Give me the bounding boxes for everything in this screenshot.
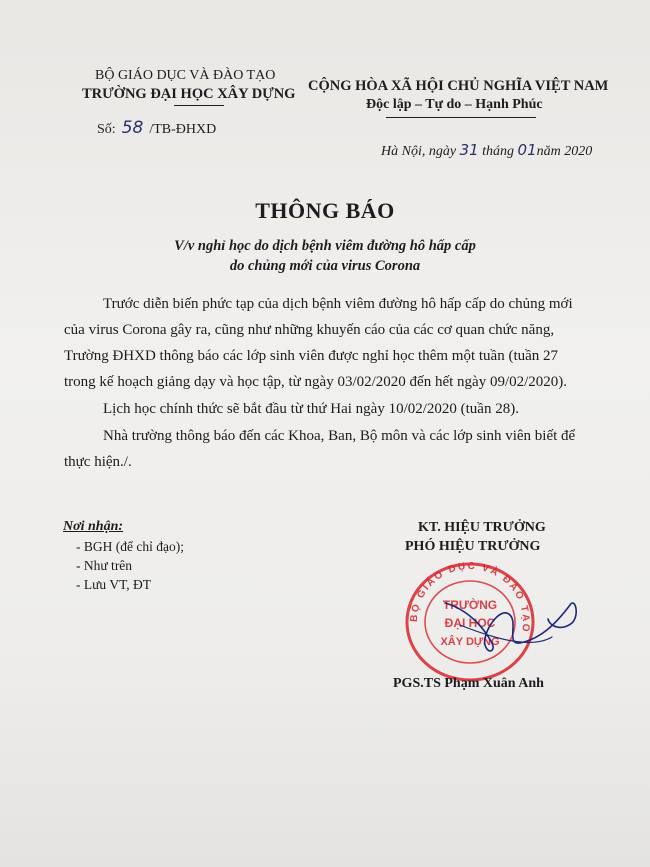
doc-number-prefix: Số: [97,122,116,137]
handwritten-signature [440,575,590,675]
school-underline [174,105,224,106]
document-title: THÔNG BÁO [255,198,395,223]
date-month-label: tháng [482,144,515,159]
body-paragraph-1-line-2: của virus Corona gây ra, cũng như những khuyến cáo của các cơ quan chức năng, [64,322,555,338]
school-name: TRƯỜNG ĐẠI HỌC XÂY DỰNG [82,86,296,102]
body-paragraph-1-line-4: trong kế hoạch giảng dạy và học tập, từ ngày 03/02/2020 đến hết ngày 09/02/2020). [64,374,568,390]
document-number [97,118,216,138]
date-prefix: Hà Nội, ngày [381,144,457,159]
date-day: 31 [459,141,479,159]
country-name: CỘNG HÒA XÃ HỘI CHỦ NGHĨA VIỆT NAM [308,78,609,94]
doc-number-handwritten: 58 [121,118,144,138]
doc-number-suffix: /TB-ĐHXD [149,122,217,137]
signature-title-1: KT. HIỆU TRƯỞNG [418,520,546,535]
recipient-item: - BGH (để chỉ đạo); [76,539,184,554]
seal-ring-text: BỘ GIÁO DỤC VÀ ĐÀO TẠO [408,560,532,635]
national-motto: Độc lập – Tự do – Hạnh Phúc [366,97,543,112]
seal-center-line-1: TRƯỜNG [442,598,498,612]
subject-line-1: V/v nghỉ học do dịch bệnh viêm đường hô hấp cấp [174,238,476,254]
place-date [381,141,592,160]
body-paragraph-1-line-3: Trường ĐHXD thông báo các lớp sinh viên được nghỉ học thêm một tuần (tuần 27 [64,348,559,364]
recipients-label: Nơi nhận: [63,519,124,534]
body-paragraph-2: Lịch học chính thức sẽ bắt đầu từ thứ Hai ngày 10/02/2020 (tuần 28). [103,401,519,417]
subject-line-2: do chủng mới của virus Corona [229,258,421,274]
date-month: 01 [517,141,537,159]
body-paragraph-3-line-2: thực hiện./. [64,454,132,470]
recipient-item: - Lưu VT, ĐT [76,577,152,592]
recipient-item: - Như trên [76,558,133,573]
body-paragraph-3-line-1: Nhà trường thông báo đến các Khoa, Ban, Bộ môn và các lớp sinh viên biết để [103,428,576,444]
ministry-name: BỘ GIÁO DỤC VÀ ĐÀO TẠO [95,68,276,83]
seal-center-line-3: XÂY DỰNG [440,636,500,648]
body-paragraph-1-line-1: Trước diễn biến phức tạp của dịch bệnh viêm đường hô hấp cấp do chủng mới [103,296,573,312]
signer-name: PGS.TS Phạm Xuân Anh [393,676,544,691]
signature-title-2: PHÓ HIỆU TRƯỞNG [405,539,541,554]
seal-center-line-2: ĐẠI HỌC [444,616,496,630]
date-year: năm 2020 [536,144,593,159]
motto-underline [386,117,536,118]
